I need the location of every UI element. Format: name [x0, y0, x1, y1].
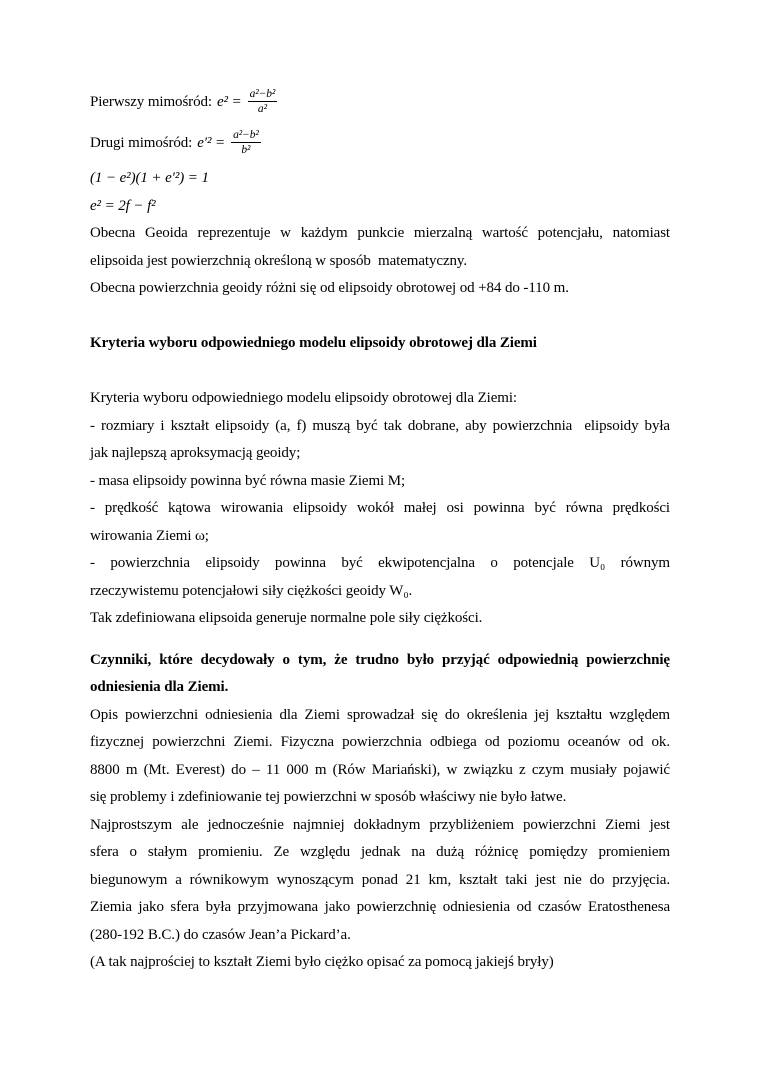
text-line: biegunowym a równikowym wynoszącym ponad 21 km, kształt taki jest nie do przyjęcia.	[90, 871, 670, 888]
text-line: 8800 m (Mt. Everest) do – 11 000 m (Rów Mariański), w związku z czym musiały pojawić	[90, 761, 670, 778]
formula-second-fraction	[231, 128, 261, 158]
formula-second-label: Drugi mimośród:	[90, 135, 193, 151]
text-line: Czynniki, które decydowały o tym, że trudno było przyjąć odpowiednią powierzchnię	[90, 651, 670, 668]
paragraph-closing-remark: (A tak najprościej to kształt Ziemi było ciężko opisać za pomocą jakiejś bryły)	[90, 954, 554, 970]
formula-first-label: Pierwszy mimośród:	[90, 94, 212, 110]
text-line: się problemy i zdefiniowanie tej powierzchni w sposób właściwy nie było łatwe.	[90, 789, 567, 805]
formula-first-fraction	[248, 87, 278, 117]
blank-gap	[90, 633, 670, 647]
heading-criteria: Kryteria wyboru odpowiedniego modelu elipsoidy obrotowej dla Ziemi	[90, 335, 537, 351]
text-line: rzeczywistemu potencjałowi siły ciężkości geoidy W₀.	[90, 582, 413, 599]
formula-first-lhs: e² =	[216, 94, 242, 110]
text-line: wirowania Ziemi ω;	[90, 527, 209, 544]
heading-factors	[90, 647, 670, 702]
text-line: - prędkość kątowa wirowania elipsoidy wokół małej osi powinna być równa prędkości	[90, 500, 670, 516]
paragraph-geoid-description	[90, 220, 670, 275]
formula-identity	[90, 164, 670, 192]
text-line: odniesienia dla Ziemi.	[90, 679, 229, 695]
text-line: elipsoida jest powierzchnią określoną w sposób matematyczny.	[90, 252, 467, 269]
text-line: Ziemia jako sfera była przyjmowana jako powierzchnię odniesienia od czasów Eratosthenesa	[90, 899, 670, 915]
text-line: (280-192 B.C.) do czasów Jean’a Pickard’a.	[90, 926, 351, 943]
text-line: jak najlepszą aproksymacją geoidy;	[90, 445, 301, 461]
text-line: fizycznej powierzchni Ziemi. Fizyczna powierzchnia odbiega od poziomu oceanów od ok.	[90, 734, 670, 750]
paragraph-sphere-approximation	[90, 812, 670, 950]
blank-line	[90, 303, 670, 331]
fraction-denominator: a²	[257, 103, 267, 115]
text-line: Opis powierzchni odniesienia dla Ziemi sprowadzał się do określenia jej kształtu względem	[90, 706, 670, 723]
blank-line	[90, 358, 670, 386]
text-line: - rozmiary i kształt elipsoidy (a, f) muszą być tak dobrane, aby powierzchnia elipsoidy była	[90, 417, 670, 434]
formula-identity-expression: (1 − e²)(1 + e′²) = 1	[90, 169, 209, 186]
formula-flattening-expression: e² = 2f − f²	[90, 197, 156, 214]
text-line: sfera o stałym promieniu. Ze względu jednak na dużą różnicę pomiędzy promieniem	[90, 844, 670, 860]
formula-flattening	[90, 192, 670, 220]
text-line: - masa elipsoidy powinna być równa masie Ziemi M;	[90, 472, 406, 489]
formula-second-lhs: e′² =	[197, 135, 226, 151]
text-line: Obecna Geoida reprezentuje w każdym punkcie mierzalną wartość potencjału, natomiast	[90, 225, 670, 241]
fraction-numerator: a²−b²	[248, 87, 278, 102]
criteria-list	[90, 413, 670, 633]
fraction-denominator: b²	[241, 144, 251, 156]
formula-second-eccentricity	[90, 123, 670, 164]
paragraph-criteria-intro: Kryteria wyboru odpowiedniego modelu elipsoidy obrotowej dla Ziemi:	[90, 390, 517, 406]
paragraph-reference-surface	[90, 702, 670, 812]
text-line: - powierzchnia elipsoidy powinna być ekwipotencjalna o potencjale U₀ równym	[90, 555, 670, 571]
fraction-numerator: a²−b²	[231, 128, 261, 143]
paragraph-geoid-difference: Obecna powierzchnia geoidy różni się od elipsoidy obrotowej od +84 do -110 m.	[90, 280, 569, 296]
formula-first-eccentricity	[90, 82, 670, 123]
text-line: Tak zdefiniowana elipsoida generuje normalne pole siły ciężkości.	[90, 610, 483, 626]
text-line: Najprostszym ale jednocześnie najmniej dokładnym przybliżeniem powierzchni Ziemi jest	[90, 816, 670, 833]
